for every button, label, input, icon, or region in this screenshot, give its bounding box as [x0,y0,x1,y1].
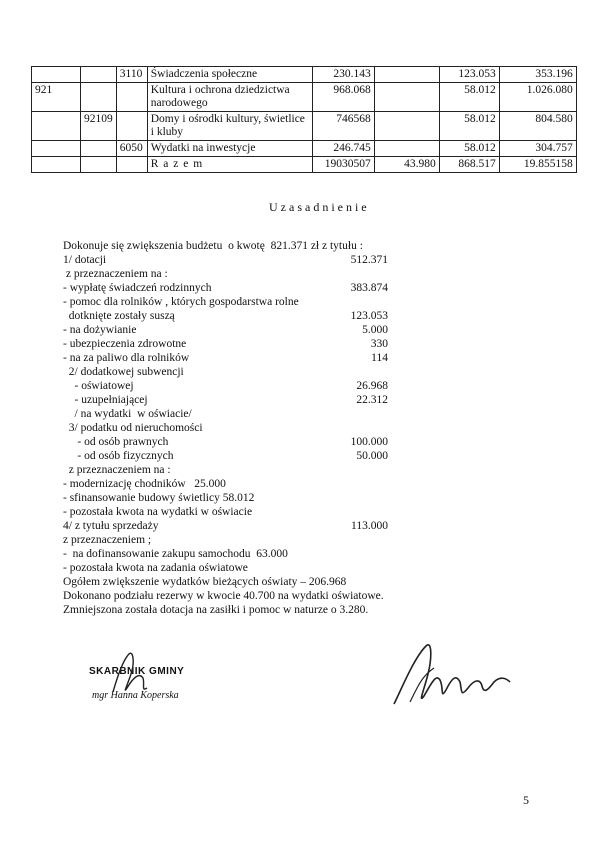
stamp-name: mgr Hanna Koperska [92,690,179,701]
table-cell-c1 [32,141,81,157]
explanation-line: - pozostała kwota na wydatki w oświacie [63,506,253,518]
table-cell-v2 [374,141,439,157]
table-cell-c2 [81,141,117,157]
explanation-line: Dokonano podziału rezerwy w kwocie 40.700 na wydatki oświatowe. [63,590,384,602]
budget-table [31,66,577,173]
explanation-amount: 5.000 [362,324,388,336]
table-cell-v1: 19030507 [312,157,374,173]
explanation-line: / na wydatki w oświacie/ [63,408,192,420]
table-cell-v4: 304.757 [499,141,576,157]
table-cell-v3: 58.012 [439,83,499,112]
explanation-line: - ubezpieczenia zdrowotne [63,338,187,350]
explanation-amount: 114 [371,352,388,364]
table-cell-v3: 58.012 [439,141,499,157]
table-cell-c1: 921 [32,83,81,112]
explanation-line: - na za paliwo dla rolników [63,352,190,364]
explanation-line: 4/ z tytułu sprzedaży [63,520,159,532]
table-cell-c2 [81,83,117,112]
table-cell-v4: 19.855158 [499,157,576,173]
table-cell-v3: 123.053 [439,67,499,83]
table-cell-c1 [32,157,81,173]
explanation-line: 1/ dotacji [63,254,107,266]
explanation-line: - na dofinansowanie zakupu samochodu 63.000 [63,548,288,560]
explanation-line: dotknięte zostały suszą [63,310,175,322]
explanation-line: z przeznaczeniem na : [63,464,171,476]
explanation-amount: 26.968 [356,380,388,392]
table-cell-c3: 3110 [116,67,147,83]
table-cell-v2: 43.980 [374,157,439,173]
explanation-line: z przeznaczeniem na : [63,268,168,280]
table-cell-desc: Kultura i ochrona dziedzictwa narodowego [147,83,312,112]
table-row [32,67,577,83]
explanation-line: Zmniejszona została dotacja na zasiłki i pomoc w naturze o 3.280. [63,604,369,616]
explanation-line: 3/ podatku od nieruchomości [63,422,203,434]
table-cell-v1: 230.143 [312,67,374,83]
explanation-line: - pozostała kwota na zadania oświatowe [63,562,248,574]
table-cell-c3 [116,112,147,141]
table-cell-v2 [374,67,439,83]
table-cell-c2 [81,67,117,83]
explanation-line: - na dożywianie [63,324,137,336]
table-row [32,112,577,141]
table-cell-v4: 1.026.080 [499,83,576,112]
explanation-line: - od osób fizycznych [63,450,174,462]
signature-initial-left [105,648,153,698]
table-cell-c2: 92109 [81,112,117,141]
explanation-amount: 100.000 [350,436,388,448]
table-cell-v4: 353.196 [499,67,576,83]
table-row [32,141,577,157]
table-cell-c2 [81,157,117,173]
table-cell-v1: 968.068 [312,83,374,112]
stamp-title: SKARBNIK GMINY [89,666,185,677]
table-cell-c1 [32,67,81,83]
table-cell-c3 [116,83,147,112]
table-cell-v4: 804.580 [499,112,576,141]
explanation-line: - pomoc dla rolników , których gospodarstwa rolne [63,296,299,308]
explanation-line: 2/ dodatkowej subwencji [63,366,184,378]
explanation-line: - sfinansowanie budowy świetlicy 58.012 [63,492,255,504]
explanation-amount: 123.053 [350,310,388,322]
explanation-line: - modernizację chodników 25.000 [63,478,226,490]
table-cell-v3: 58.012 [439,112,499,141]
explanation-line: Ogółem zwiększenie wydatków bieżących oświaty – 206.968 [63,576,347,588]
explanation-line: Dokonuje się zwiększenia budżetu o kwotę 821.371 zł z tytułu : [63,240,363,252]
explanation-line: - uzupełniającej [63,394,148,406]
explanation-line: z przeznaczeniem ; [63,534,152,546]
table-cell-desc: R a z e m [147,157,312,173]
explanation-amount: 22.312 [356,394,388,406]
table-cell-v2 [374,83,439,112]
signature-right [388,638,524,712]
explanation-line: - od osób prawnych [63,436,169,448]
table-cell-c3 [116,157,147,173]
page-number: 5 [523,793,529,807]
section-heading: U z a s a d n i e n i e [269,200,367,214]
table-cell-desc: Wydatki na inwestycje [147,141,312,157]
explanation-amount: 113.000 [351,520,388,532]
table-cell-c1 [32,112,81,141]
explanation-line: - oświatowej [63,380,134,392]
table-cell-v1: 746568 [312,112,374,141]
table-cell-v2 [374,112,439,141]
table-cell-desc: Świadczenia społeczne [147,67,312,83]
table-cell-c3: 6050 [116,141,147,157]
table-row [32,83,577,112]
table-cell-v3: 868.517 [439,157,499,173]
table-cell-desc: Domy i ośrodki kultury, świetlice i kluby [147,112,312,141]
explanation-amount: 512.371 [350,254,388,266]
explanation-amount: 383.874 [350,282,388,294]
explanation-amount: 330 [370,338,388,350]
explanation-amount: 50.000 [356,450,388,462]
table-cell-v1: 246.745 [312,141,374,157]
explanation-line: - wypłatę świadczeń rodzinnych [63,282,212,294]
table-row [32,157,577,173]
